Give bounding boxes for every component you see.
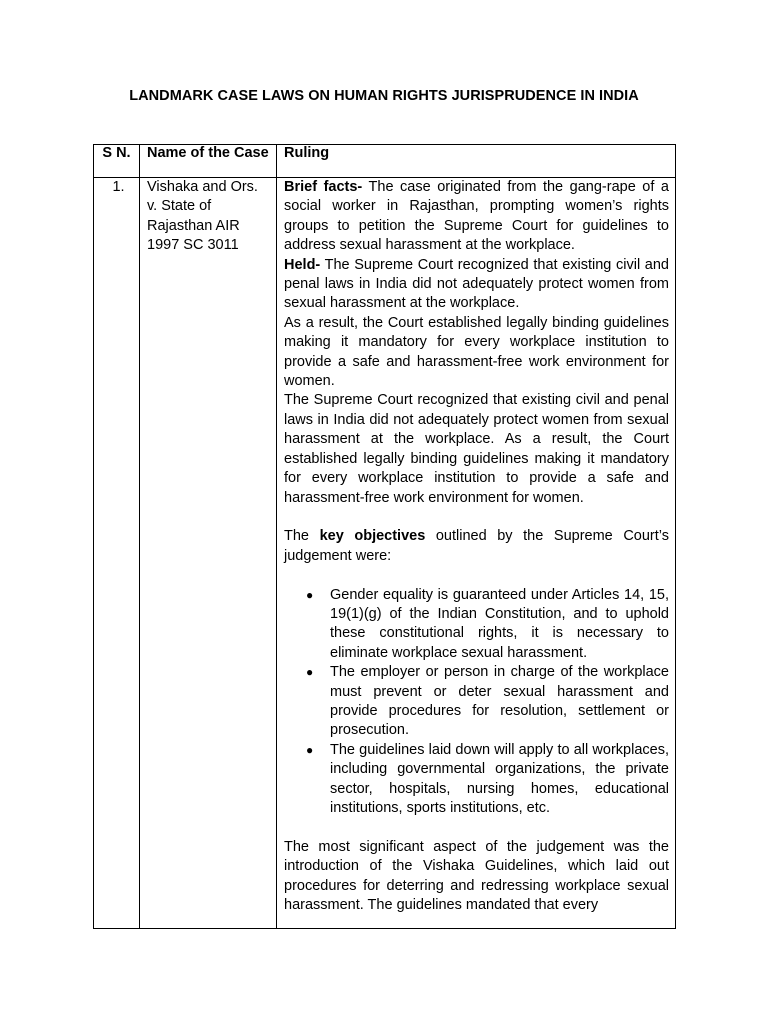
cell-serial-number: 1. — [94, 178, 140, 929]
paragraph-spacer — [284, 566, 669, 585]
repeat-paragraph: The Supreme Court recognized that existing civil and penal laws in India did not adequately protect women from sexual harassment at the workplace. As a result, the Court established legally binding guidelines making it mandatory for every workplace institution to provide a safe and harassment-free work environment for women. — [284, 392, 669, 506]
cell-case-name: Vishaka and Ors. v. State of Rajasthan AIR 1997 SC 3011 — [140, 178, 277, 929]
list-item: ● Gender equality is guaranteed under Articles 14, 15, 19(1)(g) of the Indian Constitution, and to uphold these constitutional rights, it is necessary to eliminate workplace sexual harassment. — [306, 586, 669, 661]
objectives-list — [284, 586, 669, 819]
result-paragraph: As a result, the Court established legally binding guidelines making it mandatory for every workplace institution to provide a safe and harassment-free work environment for women. — [284, 314, 669, 390]
list-item: ● The employer or person in charge of the workplace must prevent or deter sexual harassment and provide procedures for resolution, settlement or prosecution. — [306, 664, 669, 739]
held-label: Held- — [284, 256, 321, 273]
document-title: LANDMARK CASE LAWS ON HUMAN RIGHTS JURISPRUDENCE IN INDIA — [129, 88, 639, 104]
bullet-icon: ● — [306, 742, 314, 757]
key-objectives-label: key objectives — [319, 528, 426, 545]
brief-facts-paragraph — [284, 178, 669, 256]
significance-paragraph: The most significant aspect of the judgement was the introduction of the Vishaka Guidelines, which laid out procedures for deterring and redressing workplace sexual harassment. The guidelines mandated that every — [284, 838, 669, 913]
table-row — [94, 178, 676, 929]
paragraph-spacer — [284, 818, 669, 837]
header-case-name: Name of the Case — [140, 145, 277, 178]
held-paragraph — [284, 256, 669, 314]
list-item: ● The guidelines laid down will apply to all workplaces, including governmental organizations, the private sector, hospitals, nursing homes, educational institutions, sports institutions, etc. — [306, 741, 669, 816]
case-law-table — [93, 144, 676, 929]
bullet-icon: ● — [306, 587, 314, 602]
bullet-icon: ● — [306, 665, 314, 680]
header-serial-number: S N. — [94, 145, 140, 178]
held-text: The Supreme Court recognized that existing civil and penal laws in India did not adequately protect women from sexual harassment at the workplace. — [284, 256, 669, 312]
brief-facts-text: The case originated from the gang-rape of a social worker in Rajasthan, prompting women’s rights groups to petition the Supreme Court for guidelines to address sexual harassment at the workplace. — [284, 179, 669, 254]
header-ruling: Ruling — [277, 145, 676, 178]
table-header-row — [94, 145, 676, 178]
brief-facts-label: Brief facts- — [284, 179, 363, 195]
cell-ruling — [277, 178, 676, 929]
objectives-intro: The key objectives outlined by the Supreme Court’s judgement were: — [284, 528, 669, 564]
paragraph-spacer — [284, 508, 669, 527]
